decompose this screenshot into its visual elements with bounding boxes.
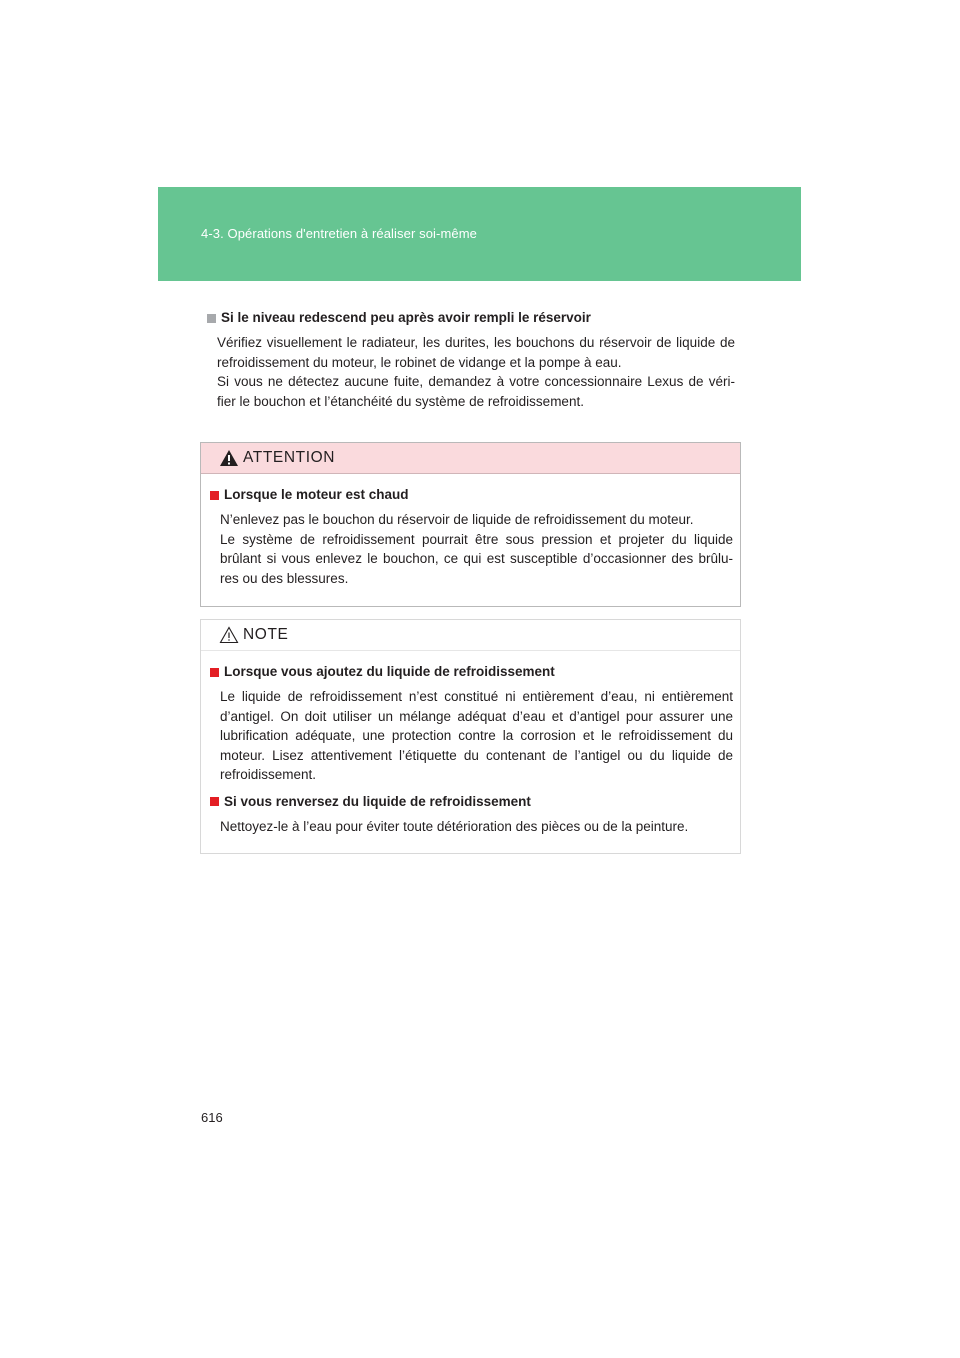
caution-text (210, 510, 733, 588)
square-bullet-icon (210, 668, 219, 677)
square-bullet-icon (210, 491, 219, 500)
notice-heading-2: Si vous renversez du liquide de refroidissement (210, 793, 733, 811)
caution-body (210, 486, 733, 588)
square-bullet-icon (207, 314, 216, 323)
caution-paragraph-2: Le système de refroidissement pourrait être sous pression et projeter du liquide brûlant si vous enlevez le bouchon, ce qui est susceptible d’occasionner des brûlu-res ou des blessures. (220, 531, 733, 586)
intro-heading: Si le niveau redescend peu après avoir rempli le réservoir (207, 309, 735, 327)
caution-header (201, 443, 740, 474)
section-header-band (158, 187, 801, 281)
intro-paragraph-2: Si vous ne détectez aucune fuite, demandez à votre concessionnaire Lexus de véri-fier le bouchon et l’étanchéité du système de refroidissement. (217, 374, 735, 409)
caution-heading: Lorsque le moteur est chaud (210, 486, 733, 504)
intro-paragraph-1: Vérifiez visuellement le radiateur, les durites, les bouchons du réservoir de liquide de refroidissement du moteur, le robinet de vidange et la pompe à eau. (217, 335, 735, 370)
caution-paragraph-1: N’enlevez pas le bouchon du réservoir de liquide de refroidissement du moteur. (220, 512, 694, 527)
notice-heading-1: Lorsque vous ajoutez du liquide de refroidissement (210, 663, 733, 681)
square-bullet-icon (210, 797, 219, 806)
page-number: 616 (201, 1110, 223, 1125)
notice-body (210, 663, 733, 836)
warning-triangle-outline-icon (219, 626, 239, 644)
intro-text (207, 333, 735, 411)
intro-section (207, 309, 735, 411)
caution-box (200, 442, 741, 607)
caution-label: ATTENTION (243, 449, 336, 466)
notice-text-1: Le liquide de refroidissement n’est constitué ni entièrement d’eau, ni entièrement d’antigel. On doit utiliser un mélange adéquat d’eau et d’antigel pour assurer une lubrification adéquate, une protection contre la corrosion et le refroidissement du moteur. Lisez attentivement l’étiquette du contenant de l’antigel ou du liquide de refroidissement. (220, 689, 733, 782)
notice-text-2: Nettoyez-le à l’eau pour éviter toute détérioration des pièces ou de la peinture. (220, 818, 689, 834)
section-title: 4-3. Opérations d'entretien à réaliser soi-même (201, 226, 477, 241)
warning-triangle-icon (219, 449, 239, 467)
notice-header (201, 620, 740, 651)
notice-label: NOTE (243, 626, 289, 643)
notice-box (200, 619, 741, 854)
